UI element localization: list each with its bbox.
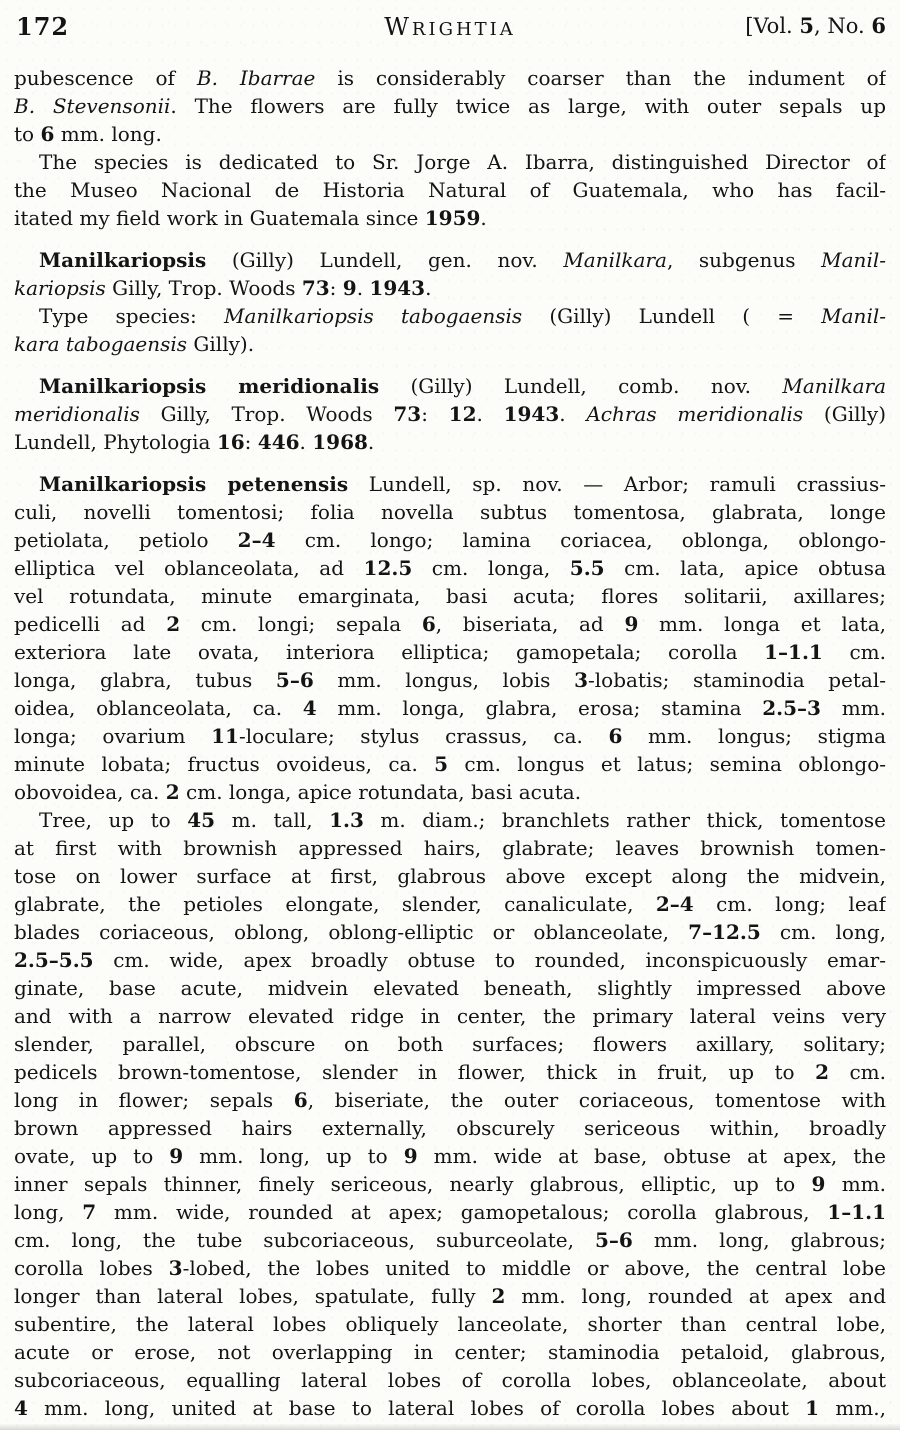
text-segment: . — [367, 430, 375, 454]
text-segment: 446 — [257, 430, 300, 454]
text-segment: cm. long, — [760, 920, 886, 944]
text-segment: mm. longa et lata, — [638, 612, 886, 636]
text-segment: cm. long; leaf — [693, 892, 886, 916]
text-segment: vel rotundata, minute emarginata, basi acuta; flores solitarii, axillares; — [14, 584, 886, 608]
text-line — [14, 610, 886, 638]
volume-issue — [745, 13, 886, 38]
text-segment: 2 — [491, 1284, 506, 1308]
text-segment: 2 — [815, 1060, 829, 1084]
paragraph — [14, 148, 886, 232]
text-segment: : — [421, 402, 449, 426]
text-segment: corolla lobes — [14, 1256, 169, 1280]
text-line — [14, 92, 886, 120]
text-segment: 2 — [165, 780, 180, 804]
text-line — [14, 834, 886, 862]
text-line — [14, 946, 886, 974]
text-segment: subcoriaceous, equalling lateral lobes of corolla lobes, oblanceolate, about — [14, 1368, 886, 1392]
text-segment: cm. lata, apice obtusa — [604, 556, 886, 580]
text-line — [14, 582, 886, 610]
text-segment: 1–1.1 — [827, 1200, 886, 1224]
text-segment: 1–1.1 — [764, 640, 823, 664]
text-line — [14, 1114, 886, 1142]
text-line — [14, 1058, 886, 1086]
text-line — [14, 470, 886, 498]
text-segment: subentire, the lateral lobes obliquely lanceolate, shorter than central lobe, — [14, 1312, 886, 1336]
text-segment: . — [476, 402, 504, 426]
text-segment: cm. long, the tube subcoriaceous, suburceolate, — [14, 1228, 595, 1252]
text-segment: 2–4 — [237, 528, 276, 552]
text-segment: oidea, oblanceolata, ca. — [14, 696, 303, 720]
text-segment: 16 — [216, 430, 245, 454]
paragraph — [14, 64, 886, 148]
paragraph — [14, 302, 886, 358]
text-segment: brown appressed hairs externally, obscurely sericeous within, broadly — [14, 1116, 886, 1140]
text-segment: 1.3 — [329, 808, 364, 832]
text-segment: long, — [14, 1200, 83, 1224]
text-segment: . — [425, 276, 432, 300]
paragraph — [14, 372, 886, 456]
text-line — [14, 372, 886, 400]
text-segment: . — [356, 276, 370, 300]
text-line — [14, 778, 886, 806]
text-segment: obovoidea, ca. — [14, 780, 166, 804]
text-line — [14, 694, 886, 722]
text-segment: kara tabogaensis — [14, 332, 188, 356]
text-segment: 7 — [82, 1200, 97, 1224]
text-segment: mm. — [820, 696, 886, 720]
text-segment: 9 — [403, 1144, 418, 1168]
text-segment: B. Stevensonii — [14, 94, 171, 118]
text-line — [14, 498, 886, 526]
text-segment: B. Ibarrae — [196, 66, 316, 90]
text-segment: Manilkariopsis tabogaensis — [223, 304, 523, 328]
text-segment: (Gilly) Lundell, gen. nov. — [206, 248, 564, 272]
text-line — [14, 1170, 886, 1198]
text-segment: -loculare; stylus crassus, ca. — [238, 724, 609, 748]
text-line — [14, 1030, 886, 1058]
text-segment: 2 — [166, 612, 181, 636]
text-segment: 6 — [293, 1088, 308, 1112]
text-segment: 11 — [211, 724, 239, 748]
text-segment: Tree, up to — [39, 808, 188, 832]
text-segment: 73 — [301, 276, 330, 300]
text-line — [14, 1226, 886, 1254]
text-segment: mm. — [825, 1172, 886, 1196]
text-line — [14, 120, 886, 148]
text-segment: 1959 — [424, 206, 481, 230]
text-line — [14, 1310, 886, 1338]
text-line — [14, 1198, 886, 1226]
text-segment: cm. longa, apice rotundata, basi acuta. — [179, 780, 582, 804]
text-segment: is considerably coarser than the indument of — [315, 66, 886, 90]
text-line — [14, 862, 886, 890]
text-line — [14, 806, 886, 834]
text-segment: Lundell, sp. nov. — Arbor; ramuli crassius- — [348, 472, 886, 496]
text-segment: petiolata, petiolo — [14, 528, 238, 552]
text-segment: 5 — [434, 752, 449, 776]
text-line — [14, 1366, 886, 1394]
text-segment: 4 — [14, 1396, 28, 1420]
text-segment: 9 — [624, 612, 639, 636]
text-segment: mm. long, united at base to lateral lobes of corolla lobes about — [27, 1396, 806, 1420]
text-segment: ovate, up to — [14, 1144, 170, 1168]
text-line — [14, 302, 886, 330]
text-line — [14, 64, 886, 92]
text-segment: -lobatis; staminodia petal- — [588, 668, 886, 692]
text-segment: cm. — [828, 1060, 886, 1084]
text-segment: Type species: — [39, 304, 224, 328]
text-segment: 9 — [169, 1144, 184, 1168]
text-line — [14, 1338, 886, 1366]
text-segment: 5–6 — [275, 668, 314, 692]
text-segment: itated my field work in Guatemala since — [14, 206, 425, 230]
text-segment: mm. long, up to — [183, 1144, 404, 1168]
text-segment: m. diam.; branchlets rather thick, tomentose — [363, 808, 886, 832]
text-segment: tose on lower surface at first, glabrous above except along the midvein, — [14, 864, 886, 888]
text-segment: Gilly, Trop. Woods — [139, 402, 394, 426]
text-segment: 5 — [799, 13, 815, 38]
text-segment: (Gilly) Lundell, comb. nov. — [379, 374, 783, 398]
text-line — [14, 274, 886, 302]
text-segment: 12.5 — [363, 556, 413, 580]
text-segment: cm. wide, apex broadly obtuse to rounded, inconspicuously emar- — [93, 948, 886, 972]
text-segment: slender, parallel, obscure on both surfaces; flowers axillary, solitary; — [14, 1032, 886, 1056]
text-segment: 5.5 — [569, 556, 605, 580]
text-line — [14, 204, 886, 232]
text-line — [14, 428, 886, 456]
text-segment: cm. — [822, 640, 886, 664]
text-segment: 2.5–3 — [762, 696, 821, 720]
text-line — [14, 890, 886, 918]
text-line — [14, 1002, 886, 1030]
text-body — [14, 64, 886, 1422]
text-segment: exteriora late ovata, interiora elliptica; gamopetala; corolla — [14, 640, 765, 664]
journal-title-initial: W — [384, 13, 412, 41]
page-header — [14, 12, 886, 64]
text-segment: 3 — [168, 1256, 183, 1280]
text-line — [14, 1394, 886, 1422]
text-segment: Manilkariopsis petenensis — [39, 472, 349, 496]
text-line — [14, 400, 886, 428]
text-segment: 1968 — [312, 430, 368, 454]
text-segment: mm. long. — [54, 122, 162, 146]
text-segment: 2–4 — [655, 892, 694, 916]
text-segment: Manilkariopsis meridionalis — [39, 374, 380, 398]
text-segment: culi, novelli tomentosi; folia novella subtus tomentosa, glabrata, longe — [14, 500, 886, 524]
text-line — [14, 1142, 886, 1170]
text-line — [14, 1282, 886, 1310]
text-segment: kariopsis — [14, 276, 106, 300]
text-segment: , No. — [814, 14, 872, 38]
text-segment: , biseriate, the outer coriaceous, tomentose with — [307, 1088, 886, 1112]
text-segment: mm. long, glabrous; — [632, 1228, 886, 1252]
text-line — [14, 666, 886, 694]
text-segment: Manil- — [821, 248, 886, 272]
text-segment: longa; ovarium — [14, 724, 212, 748]
text-segment: [Vol. — [745, 14, 800, 38]
text-segment: 6 — [608, 724, 623, 748]
text-segment: mm. wide, rounded at apex; gamopetalous; corolla glabrous, — [96, 1200, 828, 1224]
text-segment: pedicelli ad — [14, 612, 167, 636]
text-segment: . The flowers are fully twice as large, with outer sepals up — [170, 94, 886, 118]
text-line — [14, 918, 886, 946]
text-line — [14, 974, 886, 1002]
text-segment: 12 — [448, 402, 477, 426]
text-segment: 1 — [805, 1396, 820, 1420]
text-segment: 7–12.5 — [688, 920, 761, 944]
text-segment: mm. long, rounded at apex and — [505, 1284, 886, 1308]
text-segment: mm. wide at base, obtuse at apex, the — [417, 1144, 886, 1168]
paragraph — [14, 470, 886, 806]
text-line — [14, 750, 886, 778]
text-segment: pubescence of — [14, 66, 197, 90]
text-segment: 3 — [574, 668, 588, 692]
text-line — [14, 638, 886, 666]
text-segment: : — [329, 276, 343, 300]
paragraph — [14, 806, 886, 1422]
text-segment: 73 — [393, 402, 422, 426]
page-number: 172 — [16, 12, 70, 41]
text-line — [14, 722, 886, 750]
text-segment: 6 — [871, 13, 886, 38]
text-segment: Manilkara — [563, 248, 667, 272]
text-segment: Gilly, Trop. Woods — [105, 276, 302, 300]
text-segment: 4 — [302, 696, 317, 720]
text-segment: blades coriaceous, oblong, oblong-elliptic or oblanceolate, — [14, 920, 689, 944]
paragraph — [14, 246, 886, 302]
text-segment: , biseriata, ad — [435, 612, 625, 636]
text-segment: 6 — [421, 612, 436, 636]
text-segment: The species is dedicated to Sr. Jorge A. Ibarra, distinguished Director of — [39, 150, 886, 174]
text-segment: : — [244, 430, 258, 454]
text-segment: mm. longus, lobis — [313, 668, 575, 692]
journal-title-rest: RIGHTIA — [411, 19, 516, 40]
text-segment: m. tall, — [215, 808, 330, 832]
text-line — [14, 526, 886, 554]
text-segment: ginate, base acute, midvein elevated beneath, slightly impressed above — [14, 976, 886, 1000]
text-segment: acute or erose, not overlapping in center; staminodia petaloid, glabrous, — [14, 1340, 886, 1364]
text-segment: longa, glabra, tubus — [14, 668, 276, 692]
text-segment: cm. longo; lamina coriacea, oblonga, oblongo- — [275, 528, 886, 552]
text-segment: 6 — [40, 122, 55, 146]
text-line — [14, 148, 886, 176]
text-segment: 9 — [342, 276, 357, 300]
text-segment: Achras meridionalis — [586, 402, 804, 426]
text-segment: (Gilly) — [803, 402, 886, 426]
text-segment: glabrate, the petioles elongate, slender, canaliculate, — [14, 892, 656, 916]
text-segment: 9 — [811, 1172, 826, 1196]
text-segment: cm. longi; sepala — [180, 612, 422, 636]
text-segment: Manilkara — [782, 374, 886, 398]
text-segment: Manil- — [821, 304, 886, 328]
text-segment: Gilly). — [187, 332, 255, 356]
text-line — [14, 1086, 886, 1114]
text-segment: to — [14, 122, 41, 146]
text-segment: mm. longa, glabra, erosa; stamina — [316, 696, 763, 720]
text-line — [14, 330, 886, 358]
text-segment: (Gilly) Lundell ( = — [522, 304, 822, 328]
text-segment: 45 — [187, 808, 216, 832]
text-segment: mm., — [819, 1396, 886, 1420]
text-segment: 5–6 — [594, 1228, 633, 1252]
text-segment: -lobed, the lobes united to middle or above, the central lobe — [182, 1256, 886, 1280]
text-line — [14, 176, 886, 204]
text-segment: mm. longus; stigma — [622, 724, 886, 748]
text-segment: 2.5–5.5 — [14, 948, 94, 972]
text-segment: meridionalis — [14, 402, 140, 426]
text-segment: , subgenus — [666, 248, 822, 272]
text-line — [14, 1254, 886, 1282]
text-segment: longer than lateral lobes, spatulate, fully — [14, 1284, 492, 1308]
text-segment: the Museo Nacional de Historia Natural of Guatemala, who has facil- — [14, 178, 886, 202]
text-segment: pedicels brown-tomentose, slender in flower, thick in fruit, up to — [14, 1060, 816, 1084]
text-segment: 1943 — [503, 402, 560, 426]
text-segment: . — [480, 206, 487, 230]
text-segment: . — [559, 402, 587, 426]
text-line — [14, 554, 886, 582]
text-segment: Manilkariopsis — [39, 248, 207, 272]
text-segment: at first with brownish appressed hairs, glabrate; leaves brownish tomen- — [14, 836, 886, 860]
text-line — [14, 246, 886, 274]
text-segment: long in flower; sepals — [14, 1088, 294, 1112]
text-segment: minute lobata; fructus ovoideus, ca. — [14, 752, 435, 776]
text-segment: and with a narrow elevated ridge in center, the primary lateral veins very — [14, 1004, 886, 1028]
text-segment: inner sepals thinner, finely sericeous, nearly glabrous, elliptic, up to — [14, 1172, 812, 1196]
text-segment: Lundell, Phytologia — [14, 430, 217, 454]
text-segment: cm. longa, — [412, 556, 570, 580]
text-segment: cm. longus et latus; semina oblongo- — [448, 752, 886, 776]
text-segment: elliptica vel oblanceolata, ad — [14, 556, 364, 580]
text-segment: 1943 — [369, 276, 426, 300]
text-segment: . — [299, 430, 313, 454]
